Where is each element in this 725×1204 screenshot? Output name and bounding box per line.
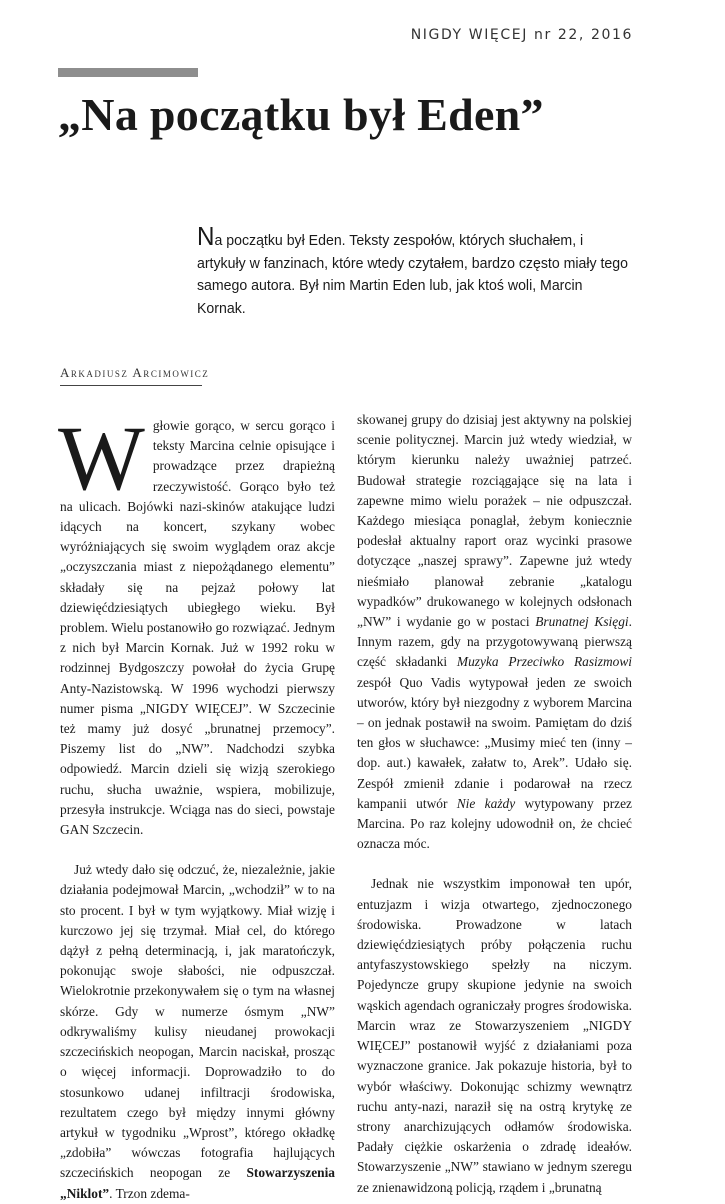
album-title: Muzyka Przeciwko Rasizmowi bbox=[456, 654, 632, 670]
paragraph-3-text-a: skowanej grupy do dzisiaj jest aktywny na polskiej scenie politycznej. Marcin już wtedy wiedział, w którym kierunku należy uważniej patrzeć. Budował strategie rozciągające się na lata i zapewne mimo wielu porażek – nie odpuszczał. Każdego miesiąca ponaglał, żebym koniecznie podesłał aktualny raport oraz wycinki prasowe dotyczące „naszej sprawy”. Zapewne już wtedy nieśmiało planował zebranie „katalogu wypadków” drukowanego w kolejnych odsłonach „NW” i wydanie go w postaci bbox=[357, 412, 632, 630]
lead-initial: N bbox=[197, 221, 215, 251]
article-lead bbox=[197, 221, 634, 320]
article-title: „Na początku był Eden” bbox=[58, 89, 544, 140]
paragraph-3-text-c: zespół Quo Vadis wytypował jeden ze swoich utworów, który był niezgodny z wyborem Marcina – on jednak postawił na swoim. Pamiętam do dziś ten głos w słuchawce: „Musimy mieć ten (inny – dop. aut.) kawałek, załatw to, Arek”. Udało się. Zespół zmienił zdanie i podarował na rzecz kampanii utwór bbox=[357, 674, 632, 811]
lead-text: a początku był Eden. Teksty zespołów, których słuchałem, i artykuły w fanzinach, które wtedy czytałem, bardzo często miały tego samego autora. Był nim Martin Eden lub, jak ktoś woli, Marcin Kornak. bbox=[197, 232, 628, 317]
paragraph-3-text-b: . Innym razem, gdy na przygotowywaną pierwszą część składanki bbox=[357, 614, 632, 670]
running-header: NIGDY WIĘCEJ nr 22, 2016 bbox=[410, 27, 633, 43]
paragraph-2-text: Już wtedy dało się odczuć, że, niezależnie, jakie działania podejmował Marcin, „wchodził” w to na sto procent. I był w tym wyjątkowy. Miał wizję i kurczowo jej się trzymał. Miał cel, do którego dążył z pełną determinacją, i, jak maratończyk, pokonując swoje słabości, nie odpuszczał. Wielokrotnie przekonywałem się o tym na własnej skórze. Gdy w numerze ósmym „NW” odkrywaliśmy kulisy nieudanej prowokacji szczecińskich neopogan, Marcin naciskał, prosząc o więcej informacji. Doprowadziło to do stosunkowo udanej infiltracji środowiska, rezultatem czego był między innymi główny artykuł w tygodniku „Wprost”, którego okładkę „zdobiła” wówczas fotografia hajlujących szczecińskich neopogan ze bbox=[60, 862, 335, 1181]
author-name: Arkadiusz Arcimowicz bbox=[60, 365, 210, 380]
paragraph-2 bbox=[60, 860, 335, 1203]
column-left bbox=[58, 407, 335, 1204]
paragraph-3-text-d: wytypowany przez Marcina. Po raz kolejny udowodnił on, że chcieć oznacza móc. bbox=[357, 795, 633, 852]
book-title-brunatna-ksiega: Brunatnej Księgi bbox=[535, 614, 629, 630]
paragraph-2-bold: Stowarzyszenia „Niklot” bbox=[60, 1165, 335, 1201]
song-title: Nie każdy bbox=[456, 795, 516, 811]
paragraph-3 bbox=[357, 410, 632, 854]
paragraph-4: Jednak nie wszystkim imponował ten upór, entuzjazm i wizja otwartego, zjednoczonego środowiska. Prowadzone w latach dziewięćdziesiątych próby połączenia ruchu antyfaszystowskiego spełzły na niczym. Pojedyncze grupy skupione jedynie na swoich wąskich agendach ograniczały progres środowiska. Marcin wraz ze Stowarzyszeniem „NIGDY WIĘCEJ” postanowił wyjść z działaniami poza wyznaczone granice. Jak pokazuje historia, był to wybór właściwy. Dokonując schizmy wewnątrz ruchu anty-nazi, naraził się na ostrą krytykę ze strony anarchizujących odłamów środowiska. Padały ciężkie oskarżenia o zdradę ideałów. Stowarzyszenie „NW” stawiano w jednym szeregu ze znienawidzoną policją, rządem i „brunatną bbox=[357, 876, 632, 1195]
paragraph-1-text: głowie gorąco, w sercu gorąco i teksty Marcina celnie opisujące i prowadzące przez drapieżną rzeczywistość. Gorąco było też na ulicach. Bojówki nazi-skinów atakujące ludzi idących na koncert, szykany wobec wyróżniających się swoim wyglądem oraz akcje „oczyszczania miast z niepożądanego elementu” składały się na pejzaż połowy lat dziewięćdziesiątych ubiegłego wieku. Był problem. Wielu postanowiło go rozwiązać. Jednym z nich był Marcin Kornak. Już w 1992 roku w rodzinnej Bydgoszczy powołał do życia Grupę Anty-Nazistowską. W 1996 wychodzi pierwszy numer pisma „NIGDY WIĘCEJ”. W Szczecinie też mamy już dosyć „brunatnej przemocy”. Piszemy list do „NW”. Nadchodzi szybka odpowiedź. Marcin dzieli się wizją szerokiego ruchu, słucha uważnie, wspiera, mobilizuje, przesyła instrukcje. Wciąga nas do sieci, powstaje GAN Szczecin. bbox=[60, 418, 335, 838]
author-divider bbox=[60, 385, 202, 386]
decorative-bar bbox=[58, 68, 198, 77]
paragraph-2-end: . Trzon zdema- bbox=[109, 1185, 190, 1201]
drop-cap: W bbox=[58, 407, 145, 509]
paragraph-1 bbox=[58, 407, 335, 840]
column-right bbox=[357, 410, 632, 1198]
